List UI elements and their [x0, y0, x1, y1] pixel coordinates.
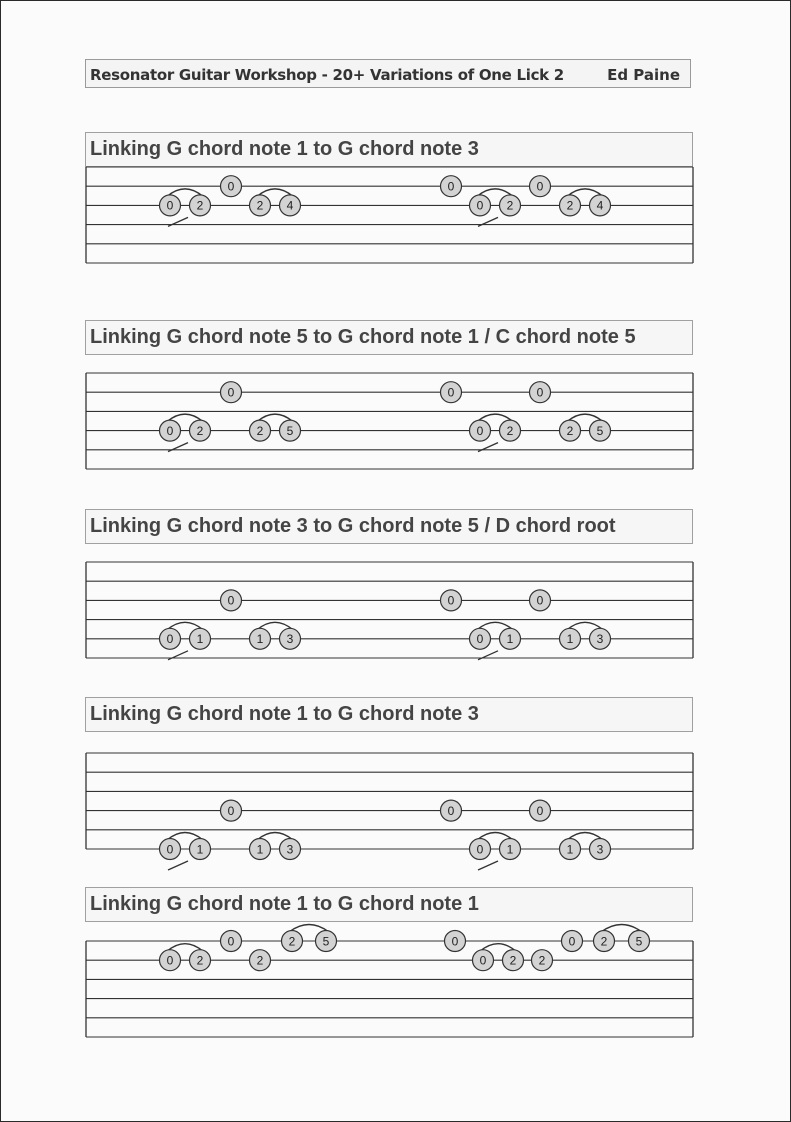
fret-number: 3: [596, 632, 604, 647]
tab-note: [500, 839, 521, 860]
fret-number: 0: [536, 593, 544, 608]
section-title: Linking G chord note 3 to G chord note 5 / D chord root: [90, 515, 616, 537]
fret-number: 5: [322, 934, 330, 949]
tab-note: [160, 839, 181, 860]
tablature-staves: [1, 1, 790, 1121]
fret-number: 0: [447, 593, 455, 608]
tab-note: [190, 628, 211, 649]
tab-note: [441, 590, 462, 611]
tab-staff-5: [86, 925, 693, 1038]
fret-number: 2: [506, 198, 514, 213]
fret-number: 2: [288, 934, 296, 949]
document-author: Ed Paine: [607, 66, 680, 84]
tab-note: [250, 839, 271, 860]
fret-number: 2: [256, 198, 264, 213]
tab-note: [221, 931, 242, 952]
fret-number: 1: [566, 842, 574, 857]
fret-number: 3: [596, 842, 604, 857]
section-title: Linking G chord note 1 to G chord note 1: [90, 893, 479, 915]
fret-number: 0: [536, 385, 544, 400]
fret-number: 0: [227, 934, 235, 949]
fret-number: 2: [566, 198, 574, 213]
fret-number: 0: [451, 934, 459, 949]
fret-number: 2: [600, 934, 608, 949]
tab-note: [280, 195, 301, 216]
fret-number: 0: [166, 632, 174, 647]
tab-note: [530, 176, 551, 197]
fret-number: 0: [166, 842, 174, 857]
tab-note: [500, 195, 521, 216]
fret-number: 3: [286, 632, 294, 647]
tab-note: [530, 800, 551, 821]
fret-number: 4: [286, 198, 294, 213]
tab-note: [441, 176, 462, 197]
fret-number: 2: [256, 953, 264, 968]
tab-note: [445, 931, 466, 952]
fret-number: 5: [286, 423, 294, 438]
tab-note: [221, 800, 242, 821]
tab-note: [560, 628, 581, 649]
fret-number: 0: [476, 632, 484, 647]
fret-number: 0: [447, 385, 455, 400]
fret-number: 1: [566, 632, 574, 647]
tab-note: [160, 628, 181, 649]
tab-note: [503, 950, 524, 971]
tab-note: [590, 628, 611, 649]
fret-number: 1: [506, 632, 514, 647]
tab-note: [282, 931, 303, 952]
fret-number: 2: [196, 198, 204, 213]
fret-number: 0: [447, 803, 455, 818]
tab-note: [160, 420, 181, 441]
fret-number: 2: [256, 423, 264, 438]
tab-note: [221, 590, 242, 611]
tab-note: [530, 590, 551, 611]
fret-number: 3: [286, 842, 294, 857]
tab-note: [470, 195, 491, 216]
fret-number: 1: [506, 842, 514, 857]
fret-number: 2: [538, 953, 546, 968]
tab-note: [160, 950, 181, 971]
fret-number: 2: [509, 953, 517, 968]
tab-note: [560, 420, 581, 441]
fret-number: 0: [227, 803, 235, 818]
fret-number: 5: [635, 934, 643, 949]
fret-number: 0: [166, 953, 174, 968]
tab-note: [560, 839, 581, 860]
fret-number: 0: [568, 934, 576, 949]
tab-note: [190, 420, 211, 441]
slide-mark: [478, 861, 498, 870]
tab-note: [532, 950, 553, 971]
tab-note: [470, 839, 491, 860]
tab-note: [250, 195, 271, 216]
tab-note: [629, 931, 650, 952]
section-title: Linking G chord note 5 to G chord note 1 / C chord note 5: [90, 326, 636, 348]
fret-number: 0: [479, 953, 487, 968]
section-title: Linking G chord note 1 to G chord note 3: [90, 138, 479, 160]
fret-number: 1: [196, 842, 204, 857]
fret-number: 0: [227, 385, 235, 400]
tab-note: [190, 950, 211, 971]
fret-number: 0: [476, 842, 484, 857]
fret-number: 0: [476, 423, 484, 438]
fret-number: 0: [166, 198, 174, 213]
fret-number: 0: [227, 179, 235, 194]
tab-note: [562, 931, 583, 952]
slide-mark: [168, 861, 188, 870]
document-title: Resonator Guitar Workshop - 20+ Variations of One Lick 2: [90, 66, 564, 84]
fret-number: 1: [256, 632, 264, 647]
tab-staff-1: [86, 167, 693, 263]
fret-number: 0: [476, 198, 484, 213]
tab-note: [280, 420, 301, 441]
tab-note: [560, 195, 581, 216]
fret-number: 2: [506, 423, 514, 438]
tab-note: [441, 382, 462, 403]
fret-number: 0: [447, 179, 455, 194]
tab-note: [221, 176, 242, 197]
tab-note: [316, 931, 337, 952]
tab-note: [190, 839, 211, 860]
tab-staff-2: [86, 373, 693, 469]
fret-number: 2: [196, 423, 204, 438]
tab-note: [500, 420, 521, 441]
tab-note: [250, 420, 271, 441]
tab-note: [470, 628, 491, 649]
tab-note: [160, 195, 181, 216]
tab-note: [530, 382, 551, 403]
tab-note: [594, 931, 615, 952]
tab-note: [590, 195, 611, 216]
tab-note: [250, 628, 271, 649]
tab-note: [473, 950, 494, 971]
tab-note: [250, 950, 271, 971]
section-title: Linking G chord note 1 to G chord note 3: [90, 703, 479, 725]
fret-number: 2: [566, 423, 574, 438]
tab-note: [500, 628, 521, 649]
tab-staff-3: [86, 562, 693, 660]
fret-number: 4: [596, 198, 604, 213]
fret-number: 0: [536, 803, 544, 818]
tab-note: [280, 839, 301, 860]
tab-staff-4: [86, 753, 693, 870]
fret-number: 0: [227, 593, 235, 608]
tab-note: [190, 195, 211, 216]
tab-note: [590, 839, 611, 860]
tab-note: [221, 382, 242, 403]
tab-note: [470, 420, 491, 441]
fret-number: 0: [536, 179, 544, 194]
fret-number: 1: [196, 632, 204, 647]
fret-number: 2: [196, 953, 204, 968]
tab-note: [280, 628, 301, 649]
fret-number: 5: [596, 423, 604, 438]
fret-number: 1: [256, 842, 264, 857]
tab-note: [590, 420, 611, 441]
fret-number: 0: [166, 423, 174, 438]
tab-note: [441, 800, 462, 821]
